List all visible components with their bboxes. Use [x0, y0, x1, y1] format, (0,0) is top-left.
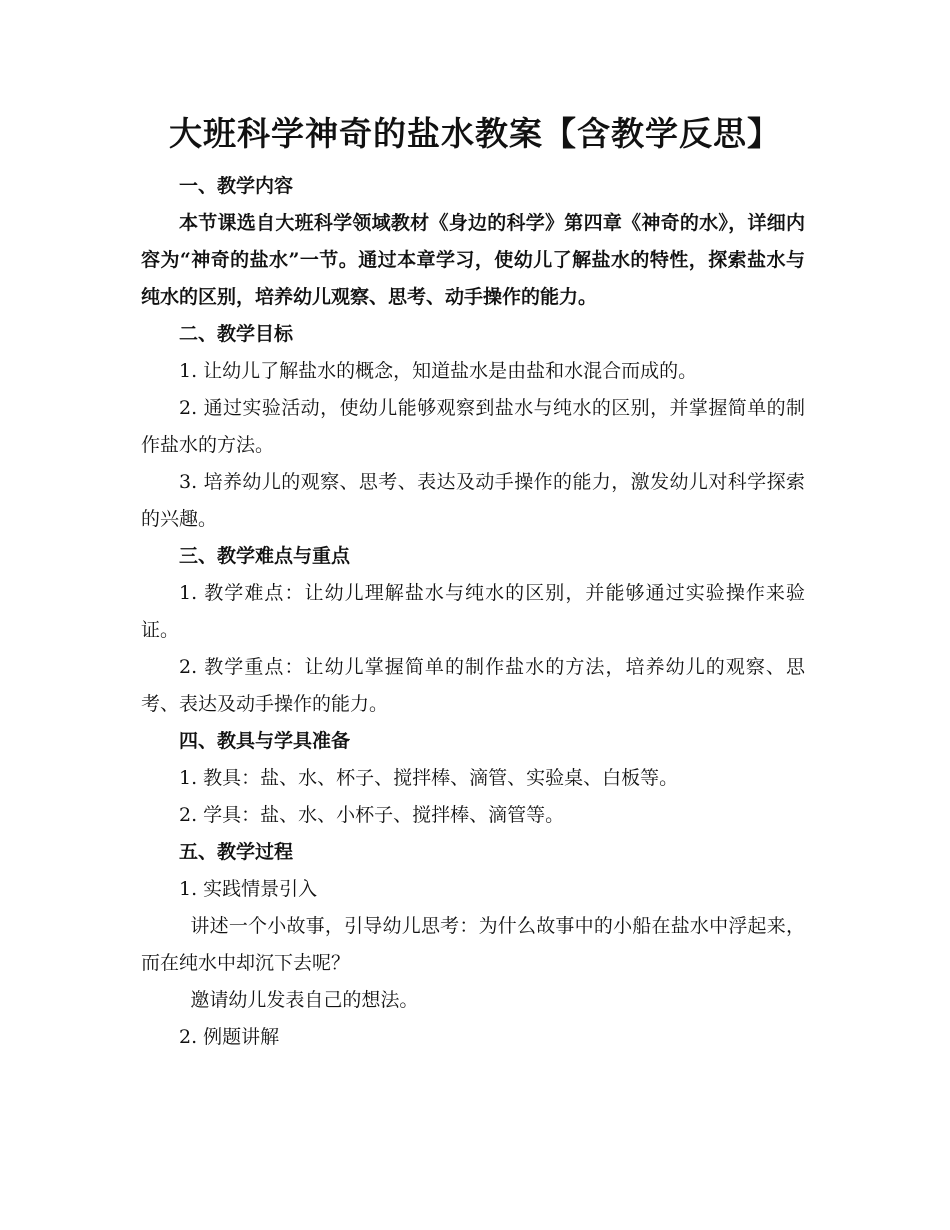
section-heading: 三、教学难点与重点: [179, 545, 351, 567]
paragraph: 讲述一个小故事，引导幼儿思考：为什么故事中的小船在盐水中浮起来，而在纯水中却沉下去呢？: [141, 915, 805, 974]
paragraph: 邀请幼儿发表自己的想法。: [190, 989, 419, 1011]
paragraph: 本节课选自大班科学领域教材《身边的科学》第四章《神奇的水》，详细内容为“神奇的盐水”一节。通过本章学习，使幼儿了解盐水的特性，探索盐水与纯水的区别，培养幼儿观察、思考、动手操作的能力。: [141, 212, 805, 308]
section-heading: 五、教学过程: [179, 841, 294, 863]
document-title: 大班科学神奇的盐水教案【含教学反思】: [169, 114, 781, 153]
list-item: 1. 教学难点：让幼儿理解盐水与纯水的区别，并能够通过实验操作来验证。: [141, 582, 805, 641]
list-item: 2. 通过实验活动，使幼儿能够观察到盐水与纯水的区别，并掌握简单的制作盐水的方法。: [141, 397, 805, 456]
list-item: 1. 实践情景引入: [179, 878, 318, 900]
section-heading: 四、教具与学具准备: [179, 730, 351, 752]
list-item: 2. 例题讲解: [179, 1026, 280, 1048]
list-item: 1. 教具：盐、水、杯子、搅拌棒、滴管、实验桌、白板等。: [179, 767, 679, 789]
list-item: 2. 教学重点：让幼儿掌握简单的制作盐水的方法，培养幼儿的观察、思考、表达及动手操作的能力。: [141, 656, 805, 715]
list-item: 1. 让幼儿了解盐水的概念，知道盐水是由盐和水混合而成的。: [179, 360, 698, 382]
section-heading: 二、教学目标: [179, 323, 294, 345]
document-body: [141, 168, 805, 1056]
section-heading: 一、教学内容: [179, 175, 294, 197]
list-item: 2. 学具：盐、水、小杯子、搅拌棒、滴管等。: [179, 804, 565, 826]
list-item: 3. 培养幼儿的观察、思考、表达及动手操作的能力，激发幼儿对科学探索的兴趣。: [141, 471, 805, 530]
